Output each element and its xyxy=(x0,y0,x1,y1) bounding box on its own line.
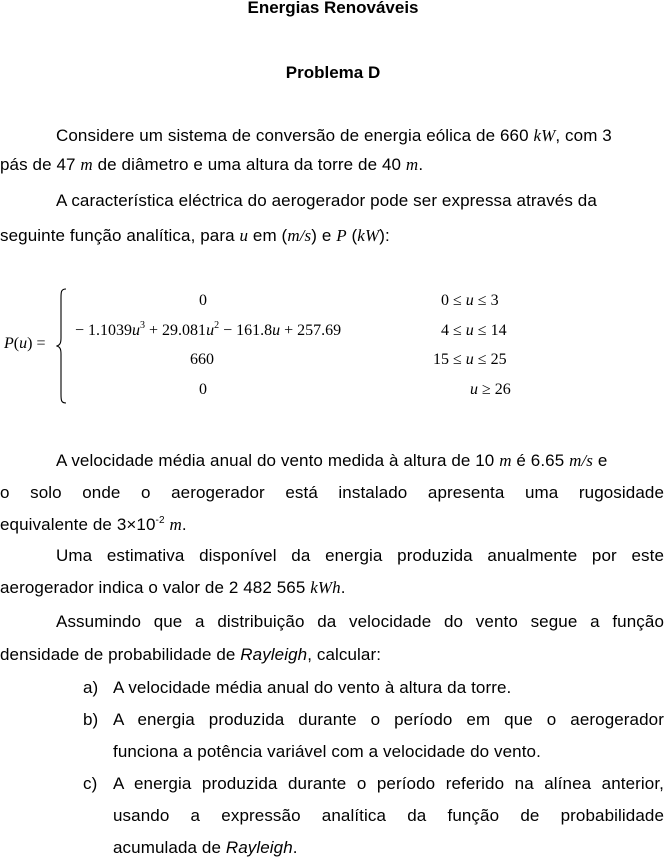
estimate-line-1: Uma estimativa disponível da energia produzida anualmente por este xyxy=(56,546,664,565)
case-3-cond xyxy=(433,351,507,369)
coef: + 257.69 xyxy=(284,322,342,339)
unit: kW xyxy=(533,126,556,145)
unit: m xyxy=(405,155,419,174)
text: aerogerador indica o valor de 2 482 565 xyxy=(0,578,311,597)
unit: m/s xyxy=(287,226,312,245)
item-c-label: c) xyxy=(83,774,98,793)
assumption-line-1: Assumindo que a distribuição da velocidade do vento segue a função xyxy=(56,612,664,631)
item-b-line-1: A energia produzida durante o período em que o aerogerador xyxy=(113,710,664,729)
unit: m xyxy=(169,515,182,534)
var: u xyxy=(19,335,28,352)
var: P xyxy=(336,226,347,245)
formula-lhs: P(u) = xyxy=(4,335,46,352)
case-2-expr xyxy=(75,322,341,340)
text: , com 3 xyxy=(555,126,612,145)
wind-line-1 xyxy=(56,451,607,471)
var: P xyxy=(4,335,14,352)
exponent: 2 xyxy=(214,320,220,331)
intro-line-1 xyxy=(56,126,612,146)
item-a-label: a) xyxy=(83,678,99,697)
unit: kWh xyxy=(310,578,341,597)
document-title: Energias Renováveis xyxy=(247,0,419,17)
case-4-expr: 0 xyxy=(199,381,207,398)
var: u xyxy=(465,292,474,309)
unit: kW xyxy=(357,226,380,245)
var: u xyxy=(470,381,478,398)
text: A velocidade média anual do vento medida à altura de 10 xyxy=(56,451,500,470)
case-3-expr: 660 xyxy=(190,351,214,368)
text: . xyxy=(292,838,298,857)
item-c-line-3 xyxy=(113,838,298,858)
var: u xyxy=(132,322,141,339)
exponent: 3 xyxy=(140,320,146,331)
text: . xyxy=(340,578,346,597)
coef: − 1.1039 xyxy=(75,322,133,339)
var: u xyxy=(239,226,249,245)
item-b-label: b) xyxy=(83,710,99,729)
text: ≤ 14 xyxy=(477,322,507,339)
text: , calcular: xyxy=(307,645,382,664)
emphasis: Rayleigh xyxy=(225,838,293,857)
text: ≥ 26 xyxy=(482,381,511,398)
text: pás de 47 xyxy=(0,155,81,174)
text: ≤ 25 xyxy=(477,351,507,368)
text: é 6.65 xyxy=(511,451,570,470)
characteristic-line-2 xyxy=(0,226,390,246)
item-c-line-1: A energia produzida durante o período referido na alínea anterior, xyxy=(113,774,664,793)
text: de diâmetro e uma altura da torre de 40 xyxy=(92,155,406,174)
text: ( xyxy=(346,226,358,245)
text: ): xyxy=(379,226,390,245)
text: 15 ≤ xyxy=(433,351,462,368)
text: acumulada de xyxy=(113,838,226,857)
estimate-line-2 xyxy=(0,578,346,598)
unit: m/s xyxy=(569,451,594,470)
var: u xyxy=(465,322,474,339)
case-4-cond xyxy=(470,381,511,399)
var: u xyxy=(465,351,474,368)
emphasis: Rayleigh xyxy=(240,645,308,664)
var: u xyxy=(272,322,281,339)
text: . xyxy=(418,155,424,174)
unit: m xyxy=(499,451,512,470)
wind-line-2: o solo onde o aerogerador está instalado apresenta uma rugosidade xyxy=(0,483,664,502)
text: densidade de probabilidade de xyxy=(0,645,241,664)
text: em ( xyxy=(248,226,288,245)
text: seguinte função analítica, para xyxy=(0,226,240,245)
wind-line-3 xyxy=(0,515,187,535)
text: ≤ 3 xyxy=(477,292,499,309)
assumption-line-2 xyxy=(0,645,381,665)
text: 0 ≤ xyxy=(441,292,462,309)
text: equivalente de 3×10 xyxy=(0,515,156,534)
text: 4 ≤ xyxy=(441,322,462,339)
intro-line-2 xyxy=(0,155,423,175)
problem-heading: Problema D xyxy=(285,63,381,82)
text: e xyxy=(593,451,608,470)
case-1-expr: 0 xyxy=(199,292,207,309)
case-2-cond xyxy=(441,322,507,340)
left-brace xyxy=(56,288,68,404)
item-c-line-2: usando a expressão analítica da função de probabilidade xyxy=(113,806,664,825)
coef: + 29.081 xyxy=(149,322,207,339)
characteristic-line-1: A característica eléctrica do aerogerador pode ser expressa através da xyxy=(56,191,597,210)
exponent: -2 xyxy=(155,515,165,526)
text: ) e xyxy=(311,226,337,245)
text: . xyxy=(181,515,187,534)
item-b-line-2: funciona a potência variável com a velocidade do vento. xyxy=(113,742,541,761)
text: Considere um sistema de conversão de energia eólica de 660 xyxy=(56,126,534,145)
var: u xyxy=(206,322,215,339)
case-1-cond xyxy=(441,292,499,310)
unit: m xyxy=(80,155,93,174)
coef: − 161.8 xyxy=(223,322,273,339)
item-a-text: A velocidade média anual do vento à altura da torre. xyxy=(113,678,512,697)
